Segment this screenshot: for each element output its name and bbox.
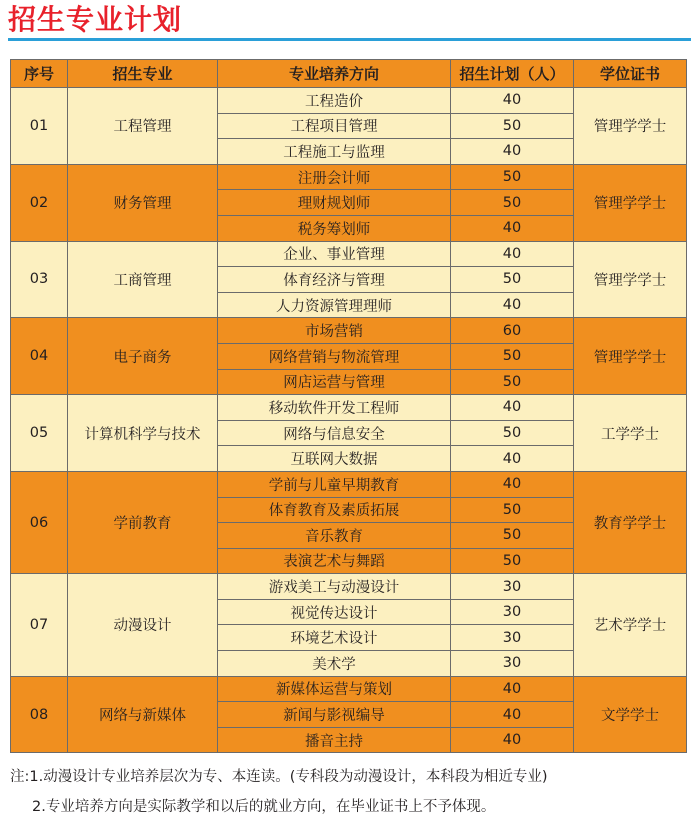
cell-plan: 40 bbox=[451, 395, 574, 421]
header-major: 招生专业 bbox=[68, 60, 218, 88]
footnote-1: 注:1.动漫设计专业培养层次为专、本连读。(专科段为动漫设计，本科段为相近专业) bbox=[10, 769, 548, 785]
table-row bbox=[11, 395, 687, 421]
cell-direction: 理财规划师 bbox=[218, 190, 451, 216]
cell-no: 05 bbox=[11, 395, 68, 472]
cell-plan: 30 bbox=[451, 599, 574, 625]
cell-plan: 40 bbox=[451, 88, 574, 114]
cell-major: 工商管理 bbox=[68, 241, 218, 318]
cell-direction: 企业、事业管理 bbox=[218, 241, 451, 267]
cell-direction: 播音主持 bbox=[218, 727, 451, 753]
cell-direction: 网店运营与管理 bbox=[218, 369, 451, 395]
cell-plan: 50 bbox=[451, 420, 574, 446]
cell-direction: 体育教育及素质拓展 bbox=[218, 497, 451, 523]
cell-direction: 新媒体运营与策划 bbox=[218, 676, 451, 702]
cell-direction: 环境艺术设计 bbox=[218, 625, 451, 651]
cell-direction: 新闻与影视编导 bbox=[218, 702, 451, 728]
cell-direction: 视觉传达设计 bbox=[218, 599, 451, 625]
footnotes bbox=[10, 762, 690, 819]
header-direction: 专业培养方向 bbox=[218, 60, 451, 88]
cell-plan: 40 bbox=[451, 471, 574, 497]
cell-no: 08 bbox=[11, 676, 68, 753]
cell-plan: 40 bbox=[451, 215, 574, 241]
cell-degree: 管理学学士 bbox=[574, 164, 687, 241]
cell-major: 财务管理 bbox=[68, 164, 218, 241]
table-row bbox=[11, 88, 687, 114]
cell-plan: 40 bbox=[451, 292, 574, 318]
cell-major: 网络与新媒体 bbox=[68, 676, 218, 753]
cell-degree: 教育学学士 bbox=[574, 471, 687, 573]
cell-plan: 40 bbox=[451, 676, 574, 702]
cell-no: 03 bbox=[11, 241, 68, 318]
cell-plan: 30 bbox=[451, 651, 574, 677]
cell-degree: 艺术学学士 bbox=[574, 574, 687, 676]
cell-plan: 60 bbox=[451, 318, 574, 344]
cell-no: 04 bbox=[11, 318, 68, 395]
footnote-2: 2.专业培养方向是实际教学和以后的就业方向，在毕业证书上不予体现。 bbox=[32, 799, 496, 815]
cell-plan: 30 bbox=[451, 625, 574, 651]
cell-plan: 50 bbox=[451, 267, 574, 293]
cell-direction: 美术学 bbox=[218, 651, 451, 677]
cell-plan: 40 bbox=[451, 241, 574, 267]
cell-plan: 50 bbox=[451, 369, 574, 395]
title-divider bbox=[8, 38, 691, 41]
cell-major: 电子商务 bbox=[68, 318, 218, 395]
table-row bbox=[11, 318, 687, 344]
cell-plan: 40 bbox=[451, 139, 574, 165]
cell-plan: 50 bbox=[451, 113, 574, 139]
cell-major: 计算机科学与技术 bbox=[68, 395, 218, 472]
header-degree: 学位证书 bbox=[574, 60, 687, 88]
cell-direction: 网络营销与物流管理 bbox=[218, 343, 451, 369]
cell-major: 工程管理 bbox=[68, 88, 218, 165]
header-plan: 招生计划（人） bbox=[451, 60, 574, 88]
cell-direction: 音乐教育 bbox=[218, 523, 451, 549]
cell-no: 02 bbox=[11, 164, 68, 241]
enrollment-plan-table bbox=[10, 59, 687, 753]
cell-direction: 互联网大数据 bbox=[218, 446, 451, 472]
cell-degree: 工学学士 bbox=[574, 395, 687, 472]
cell-plan: 50 bbox=[451, 190, 574, 216]
cell-degree: 管理学学士 bbox=[574, 318, 687, 395]
cell-no: 01 bbox=[11, 88, 68, 165]
cell-direction: 税务筹划师 bbox=[218, 215, 451, 241]
cell-major: 学前教育 bbox=[68, 471, 218, 573]
table-row bbox=[11, 471, 687, 497]
cell-degree: 管理学学士 bbox=[574, 241, 687, 318]
cell-plan: 40 bbox=[451, 727, 574, 753]
cell-plan: 30 bbox=[451, 574, 574, 600]
cell-direction: 工程项目管理 bbox=[218, 113, 451, 139]
cell-direction: 表演艺术与舞蹈 bbox=[218, 548, 451, 574]
cell-plan: 50 bbox=[451, 548, 574, 574]
table-row bbox=[11, 241, 687, 267]
cell-direction: 市场营销 bbox=[218, 318, 451, 344]
table-row bbox=[11, 164, 687, 190]
cell-direction: 移动软件开发工程师 bbox=[218, 395, 451, 421]
cell-direction: 工程造价 bbox=[218, 88, 451, 114]
cell-no: 07 bbox=[11, 574, 68, 676]
cell-plan: 40 bbox=[451, 702, 574, 728]
cell-major: 动漫设计 bbox=[68, 574, 218, 676]
cell-direction: 体育经济与管理 bbox=[218, 267, 451, 293]
cell-direction: 学前与儿童早期教育 bbox=[218, 471, 451, 497]
cell-direction: 游戏美工与动漫设计 bbox=[218, 574, 451, 600]
page-title: 招生专业计划 bbox=[8, 3, 183, 36]
cell-plan: 50 bbox=[451, 164, 574, 190]
cell-direction: 工程施工与监理 bbox=[218, 139, 451, 165]
cell-plan: 50 bbox=[451, 523, 574, 549]
cell-degree: 管理学学士 bbox=[574, 88, 687, 165]
table-row bbox=[11, 574, 687, 600]
cell-direction: 人力资源管理理师 bbox=[218, 292, 451, 318]
cell-plan: 50 bbox=[451, 343, 574, 369]
cell-degree: 文学学士 bbox=[574, 676, 687, 753]
cell-plan: 40 bbox=[451, 446, 574, 472]
table-row bbox=[11, 676, 687, 702]
cell-direction: 网络与信息安全 bbox=[218, 420, 451, 446]
table-header-row bbox=[11, 60, 687, 88]
header-no: 序号 bbox=[11, 60, 68, 88]
cell-direction: 注册会计师 bbox=[218, 164, 451, 190]
cell-plan: 50 bbox=[451, 497, 574, 523]
cell-no: 06 bbox=[11, 471, 68, 573]
